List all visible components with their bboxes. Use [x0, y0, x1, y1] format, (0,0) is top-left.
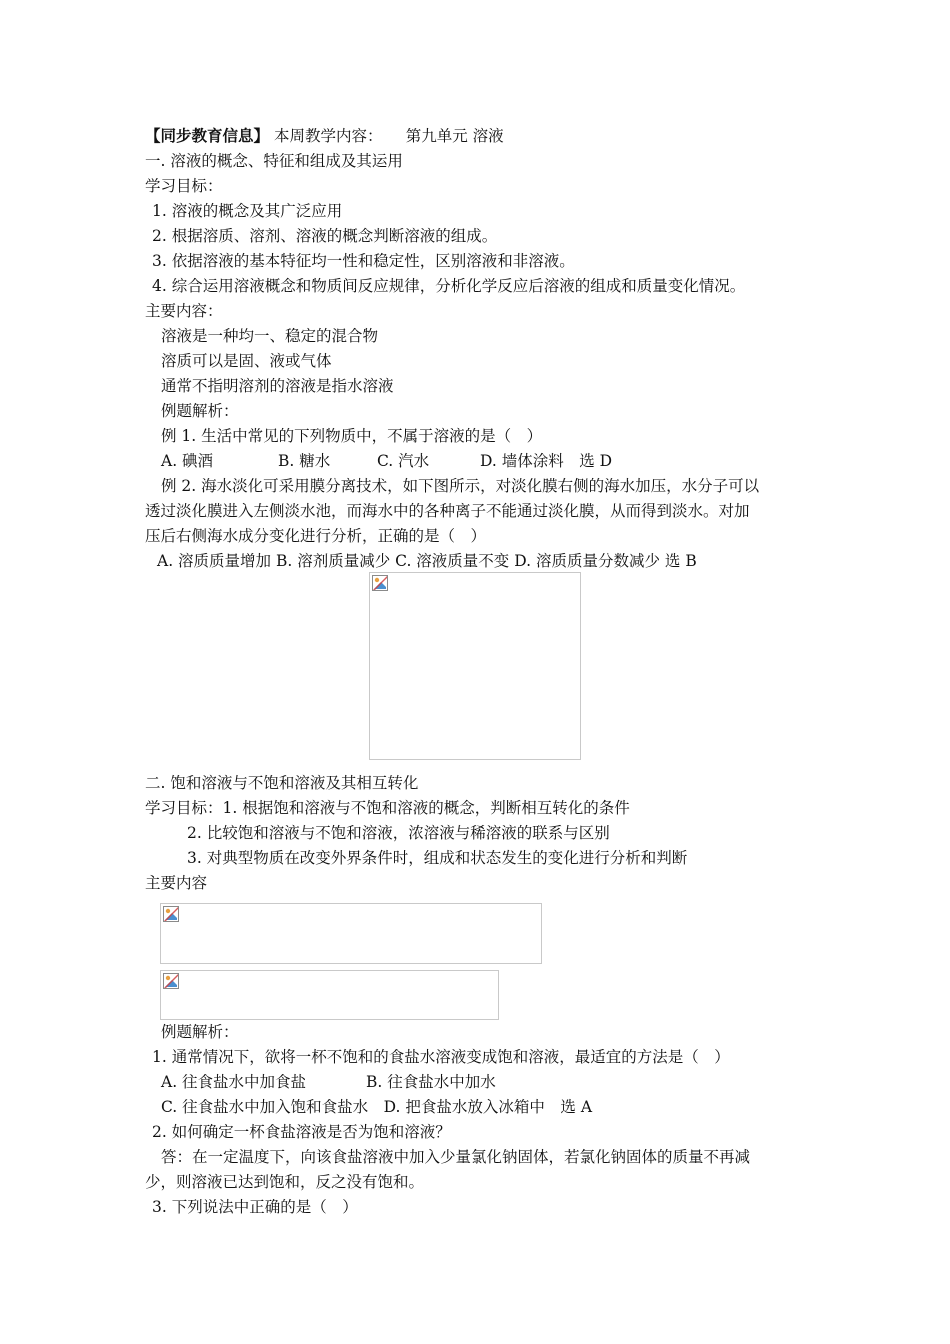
header-line [145, 126, 504, 146]
section1-content-2: 溶质可以是固、液或气体 [161, 352, 332, 370]
section1-goal-1: 1. 溶液的概念及其广泛应用 [152, 202, 343, 220]
example1-option-c: C. 汽水 [377, 452, 430, 470]
example1-option-b: B. 糖水 [278, 452, 331, 470]
question3: 3. 下列说法中正确的是（ ） [152, 1198, 358, 1216]
example2-line-2: 透过淡化膜进入左侧淡水池，而海水中的各种离子不能通过淡化膜，从而得到淡水。对加 [145, 502, 750, 520]
question1: 1. 通常情况下，欲将一杯不饱和的食盐水溶液变成饱和溶液，最适宜的方法是（ ） [152, 1048, 730, 1066]
section1-goal-2: 2. 根据溶质、溶剂、溶液的概念判断溶液的组成。 [152, 227, 498, 245]
section1-content-1: 溶液是一种均一、稳定的混合物 [161, 327, 379, 345]
section2-goal-1: 学习目标：1. 根据饱和溶液与不饱和溶液的概念，判断相互转化的条件 [145, 799, 630, 817]
broken-image-icon [372, 575, 388, 591]
section2-title: 二. 饱和溶液与不饱和溶液及其相互转化 [145, 774, 419, 792]
conversion-diagram-image-1 [160, 903, 542, 964]
question2: 2. 如何确定一杯食盐溶液是否为饱和溶液？ [152, 1123, 451, 1141]
section2-examples-label: 例题解析： [161, 1023, 239, 1041]
broken-image-icon [163, 906, 179, 922]
section1-examples-label: 例题解析： [161, 402, 239, 420]
header-rest: 本周教学内容： 第九单元 溶液 [273, 127, 504, 145]
answer-line-2: 少，则溶液已达到饱和，反之没有饱和。 [145, 1173, 425, 1191]
example1-option-a: A. 碘酒 [161, 452, 214, 470]
section1-title: 一. 溶液的概念、特征和组成及其运用 [145, 152, 403, 170]
section1-goal-4: 4. 综合运用溶液概念和物质间反应规律，分析化学反应后溶液的组成和质量变化情况。 [152, 277, 746, 295]
question1-option-b: B. 往食盐水中加水 [366, 1073, 496, 1091]
section1-content-label: 主要内容： [145, 302, 223, 320]
question1-options-cd: C. 往食盐水中加入饱和食盐水 D. 把食盐水放入冰箱中 选 A [161, 1098, 593, 1116]
membrane-diagram-image [369, 572, 581, 760]
example2-line-3: 压后右侧海水成分变化进行分析，正确的是（ ） [145, 527, 487, 545]
conversion-diagram-image-2 [160, 970, 499, 1020]
example1-option-d: D. 墙体涂料 选 D [480, 452, 613, 470]
question1-option-a: A. 往食盐水中加食盐 [161, 1073, 307, 1091]
section1-goal-3: 3. 依据溶液的基本特征均一性和稳定性，区别溶液和非溶液。 [152, 252, 575, 270]
example2-options: A. 溶质质量增加 B. 溶剂质量减少 C. 溶液质量不变 D. 溶质质量分数减少 选 B [157, 552, 697, 570]
header-bracket-title: 【同步教育信息】 [145, 126, 270, 145]
section2-content-label: 主要内容 [145, 874, 208, 892]
section1-content-3: 通常不指明溶剂的溶液是指水溶液 [161, 377, 394, 395]
answer-line-1: 答：在一定温度下，向该食盐溶液中加入少量氯化钠固体，若氯化钠固体的质量不再减 [161, 1148, 751, 1166]
example1-question: 例 1. 生活中常见的下列物质中，不属于溶液的是（ ） [161, 427, 543, 445]
broken-image-icon [163, 973, 179, 989]
section2-goal-2: 2. 比较饱和溶液与不饱和溶液，浓溶液与稀溶液的联系与区别 [187, 824, 610, 842]
section2-goal-3: 3. 对典型物质在改变外界条件时，组成和状态发生的变化进行分析和判断 [187, 849, 688, 867]
section1-goals-label: 学习目标： [145, 177, 223, 195]
example2-line-1: 例 2. 海水淡化可采用膜分离技术，如下图所示，对淡化膜右侧的海水加压，水分子可以 [161, 477, 760, 495]
